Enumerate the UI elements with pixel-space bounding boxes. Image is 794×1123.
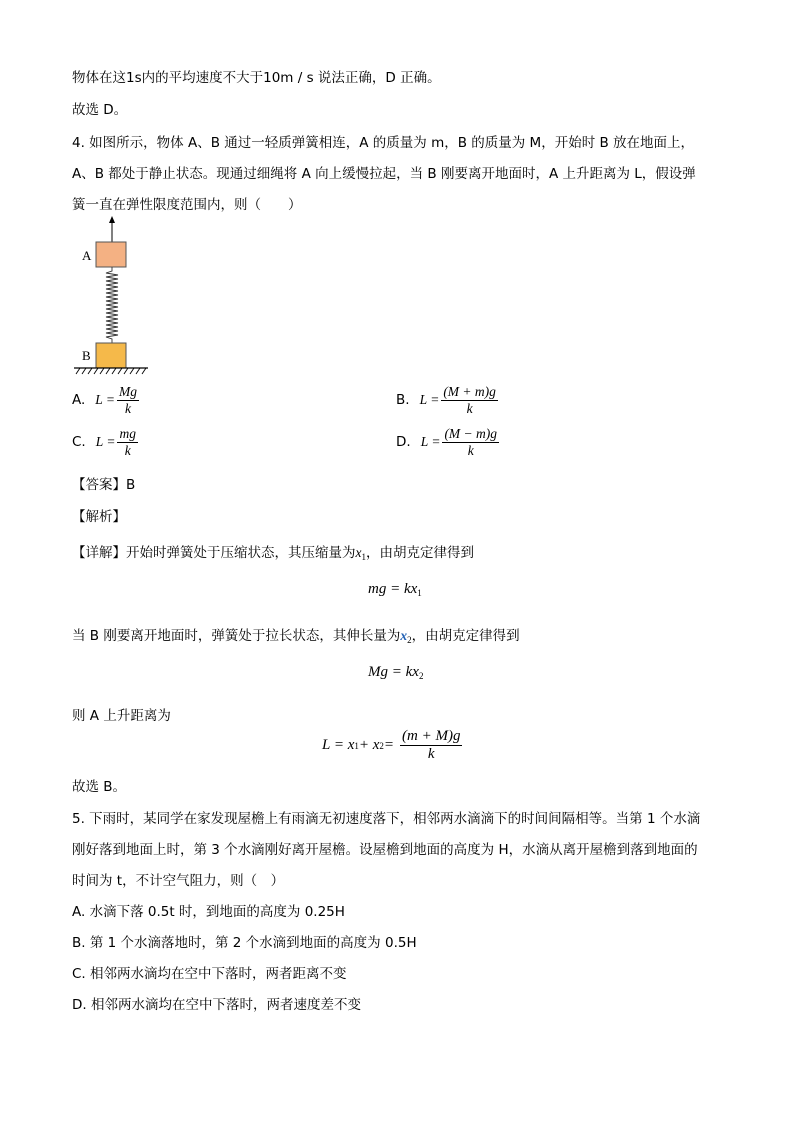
option-b	[396, 384, 500, 416]
option-d	[396, 426, 501, 458]
option-fraction: $\frac{(M + m)g}{k}$	[443, 384, 496, 416]
option-d: D. 相邻两水滴均在空中下落时，两者速度差不变	[72, 997, 361, 1013]
option-c: C. 相邻两水滴均在空中下落时，两者距离不变	[72, 966, 347, 982]
option-c	[72, 426, 140, 458]
detail-text: ，由胡克定律得到	[411, 628, 520, 644]
question-5-stem: 5. 下雨时，某同学在家发现屋檐上有雨滴无初速度落下，相邻两水滴滴下的时间间隔相等。当第 1 个水滴	[72, 811, 701, 827]
detail-line: 则 A 上升距离为	[72, 708, 171, 724]
option-letter: C.	[72, 434, 86, 451]
option-fraction: $\frac{mg}{k}$	[119, 426, 136, 458]
detail-text: 【详解】开始时弹簧处于压缩状态，其压缩量为	[72, 545, 356, 561]
equation-3: L = x 1 + x 2 = $\frac{(m + M)g}{k}$	[322, 728, 461, 763]
option-lhs: L =	[419, 392, 440, 408]
option-a: A. 水滴下落 0.5t 时，到地面的高度为 0.25H	[72, 904, 345, 920]
spring	[106, 267, 118, 343]
option-lhs: L =	[95, 392, 116, 408]
option-a	[72, 384, 141, 416]
option-letter: D.	[396, 434, 411, 451]
analysis-label: 【解析】	[72, 509, 126, 525]
spring-figure	[68, 214, 158, 380]
option-fraction: $\frac{Mg}{k}$	[119, 384, 138, 416]
equation-1: mg = $kx_1$	[368, 581, 422, 598]
question-4-stem: A、B 都处于静止状态。现通过细绳将 A 向上缓慢拉起，当 B 刚要离开地面时，A 上升距离为 L，假设弹	[72, 166, 696, 182]
label-a: A	[82, 248, 92, 263]
text-line: 故选 D。	[72, 102, 128, 118]
text-line: 物体在这1s内的平均速度不大于10m / s 说法正确，D 正确。	[72, 70, 441, 86]
question-4-stem: 簧一直在弹性限度范围内，则（ ）	[72, 197, 302, 213]
option-letter: B.	[396, 392, 410, 409]
option-lhs: L =	[420, 434, 441, 450]
block-a	[96, 242, 126, 267]
option-letter: A.	[72, 392, 86, 409]
label-b: B	[82, 348, 91, 363]
detail-line	[72, 541, 474, 562]
equation-2: $Mg = kx_2$	[368, 664, 424, 681]
conclusion: 故选 B。	[72, 779, 127, 795]
option-fraction: $\frac{(M - m)g}{k}$	[444, 426, 498, 458]
detail-sub: 1	[361, 552, 366, 562]
option-b: B. 第 1 个水滴落地时，第 2 个水滴到地面的高度为 0.5H	[72, 935, 417, 951]
option-lhs: L =	[95, 434, 116, 450]
question-5-stem: 时间为 t，不计空气阻力，则（ ）	[72, 873, 285, 889]
block-b	[96, 343, 126, 368]
detail-sub: 2	[407, 635, 412, 645]
detail-var: x	[400, 628, 408, 643]
detail-var: x	[355, 545, 362, 560]
question-4-stem: 4. 如图所示，物体 A、B 通过一轻质弹簧相连，A 的质量为 m，B 的质量为 M，开始时 B 放在地面上，	[72, 135, 695, 151]
answer-label: 【答案】B	[72, 477, 136, 493]
detail-text: 当 B 刚要离开地面时，弹簧处于拉长状态，其伸长量为	[72, 628, 401, 644]
question-5-stem: 刚好落到地面上时，第 3 个水滴刚好离开屋檐。设屋檐到地面的高度为 H，水滴从离开屋檐到落到地面的	[72, 842, 698, 858]
detail-line	[72, 624, 520, 645]
detail-text: ，由胡克定律得到	[366, 545, 474, 561]
